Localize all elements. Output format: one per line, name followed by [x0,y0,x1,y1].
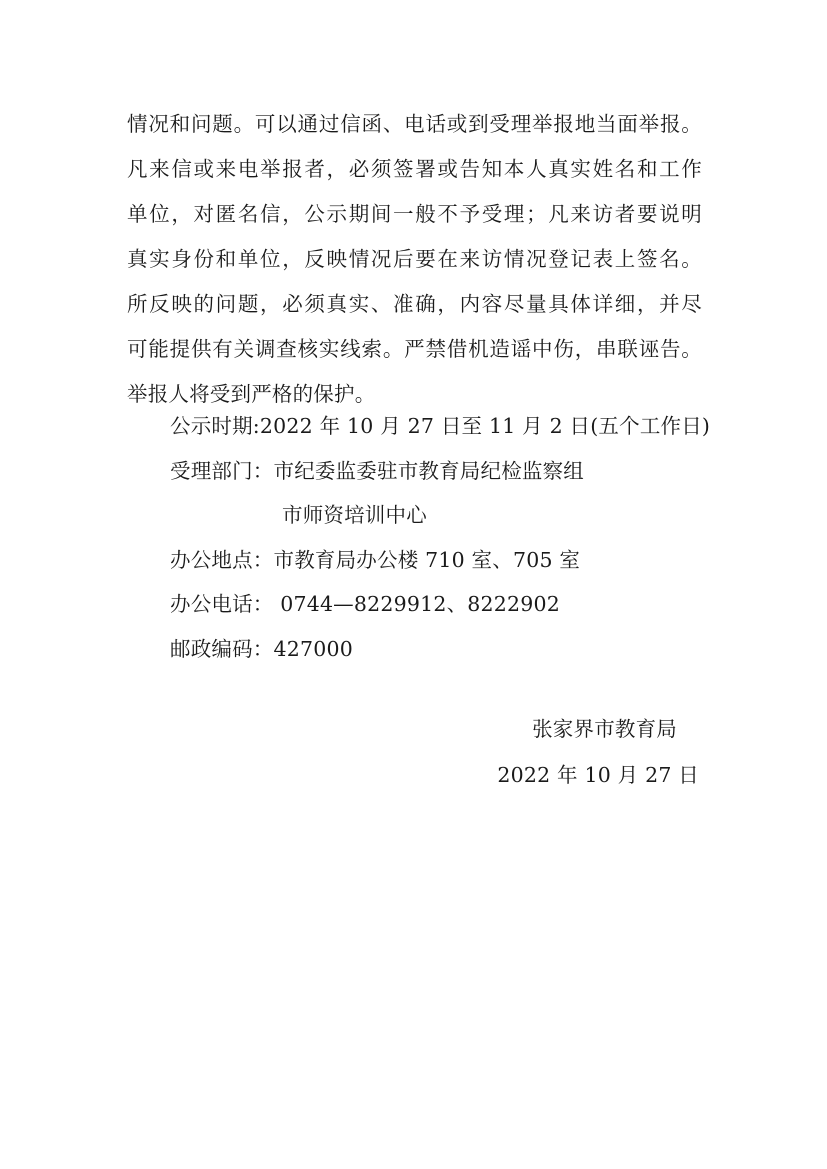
receiving-department-secondary: 市师资培训中心 [282,503,427,527]
body-line-4: 真实身份和单位，反映情况后要在来访情况登记表上签名。 [127,247,702,271]
body-line-6: 可能提供有关调查核实线索。严禁借机造谣中伤，串联诬告。 [127,337,702,361]
publicity-period: 公示时期:2022 年 10 月 27 日至 11 月 2 日(五个工作日) [170,414,711,438]
postal-code: 邮政编码：427000 [170,636,353,661]
body-line-1: 情况和问题。可以通过信函、电话或到受理举报地当面举报。 [127,112,702,136]
body-line-7: 举报人将受到严格的保护。 [127,382,376,406]
issuing-organization: 张家界市教育局 [532,717,677,741]
office-location: 办公地点：市教育局办公楼 710 室、705 室 [170,547,581,572]
office-phone: 办公电话： 0744—8229912、8222902 [170,592,560,616]
notice-body-paragraph [127,102,707,417]
notice-info-block [170,404,710,671]
signature-block [497,706,699,798]
receiving-department: 受理部门：市纪委监委驻市教育局纪检监察组 [170,458,584,483]
body-line-5: 所反映的问题，必须真实、准确，内容尽量具体详细，并尽 [127,292,702,316]
body-line-3: 单位，对匿名信，公示期间一般不予受理；凡来访者要说明 [127,202,702,226]
issue-date: 2022 年 10 月 27 日 [497,763,699,787]
body-line-2: 凡来信或来电举报者，必须签署或告知本人真实姓名和工作 [127,157,702,181]
